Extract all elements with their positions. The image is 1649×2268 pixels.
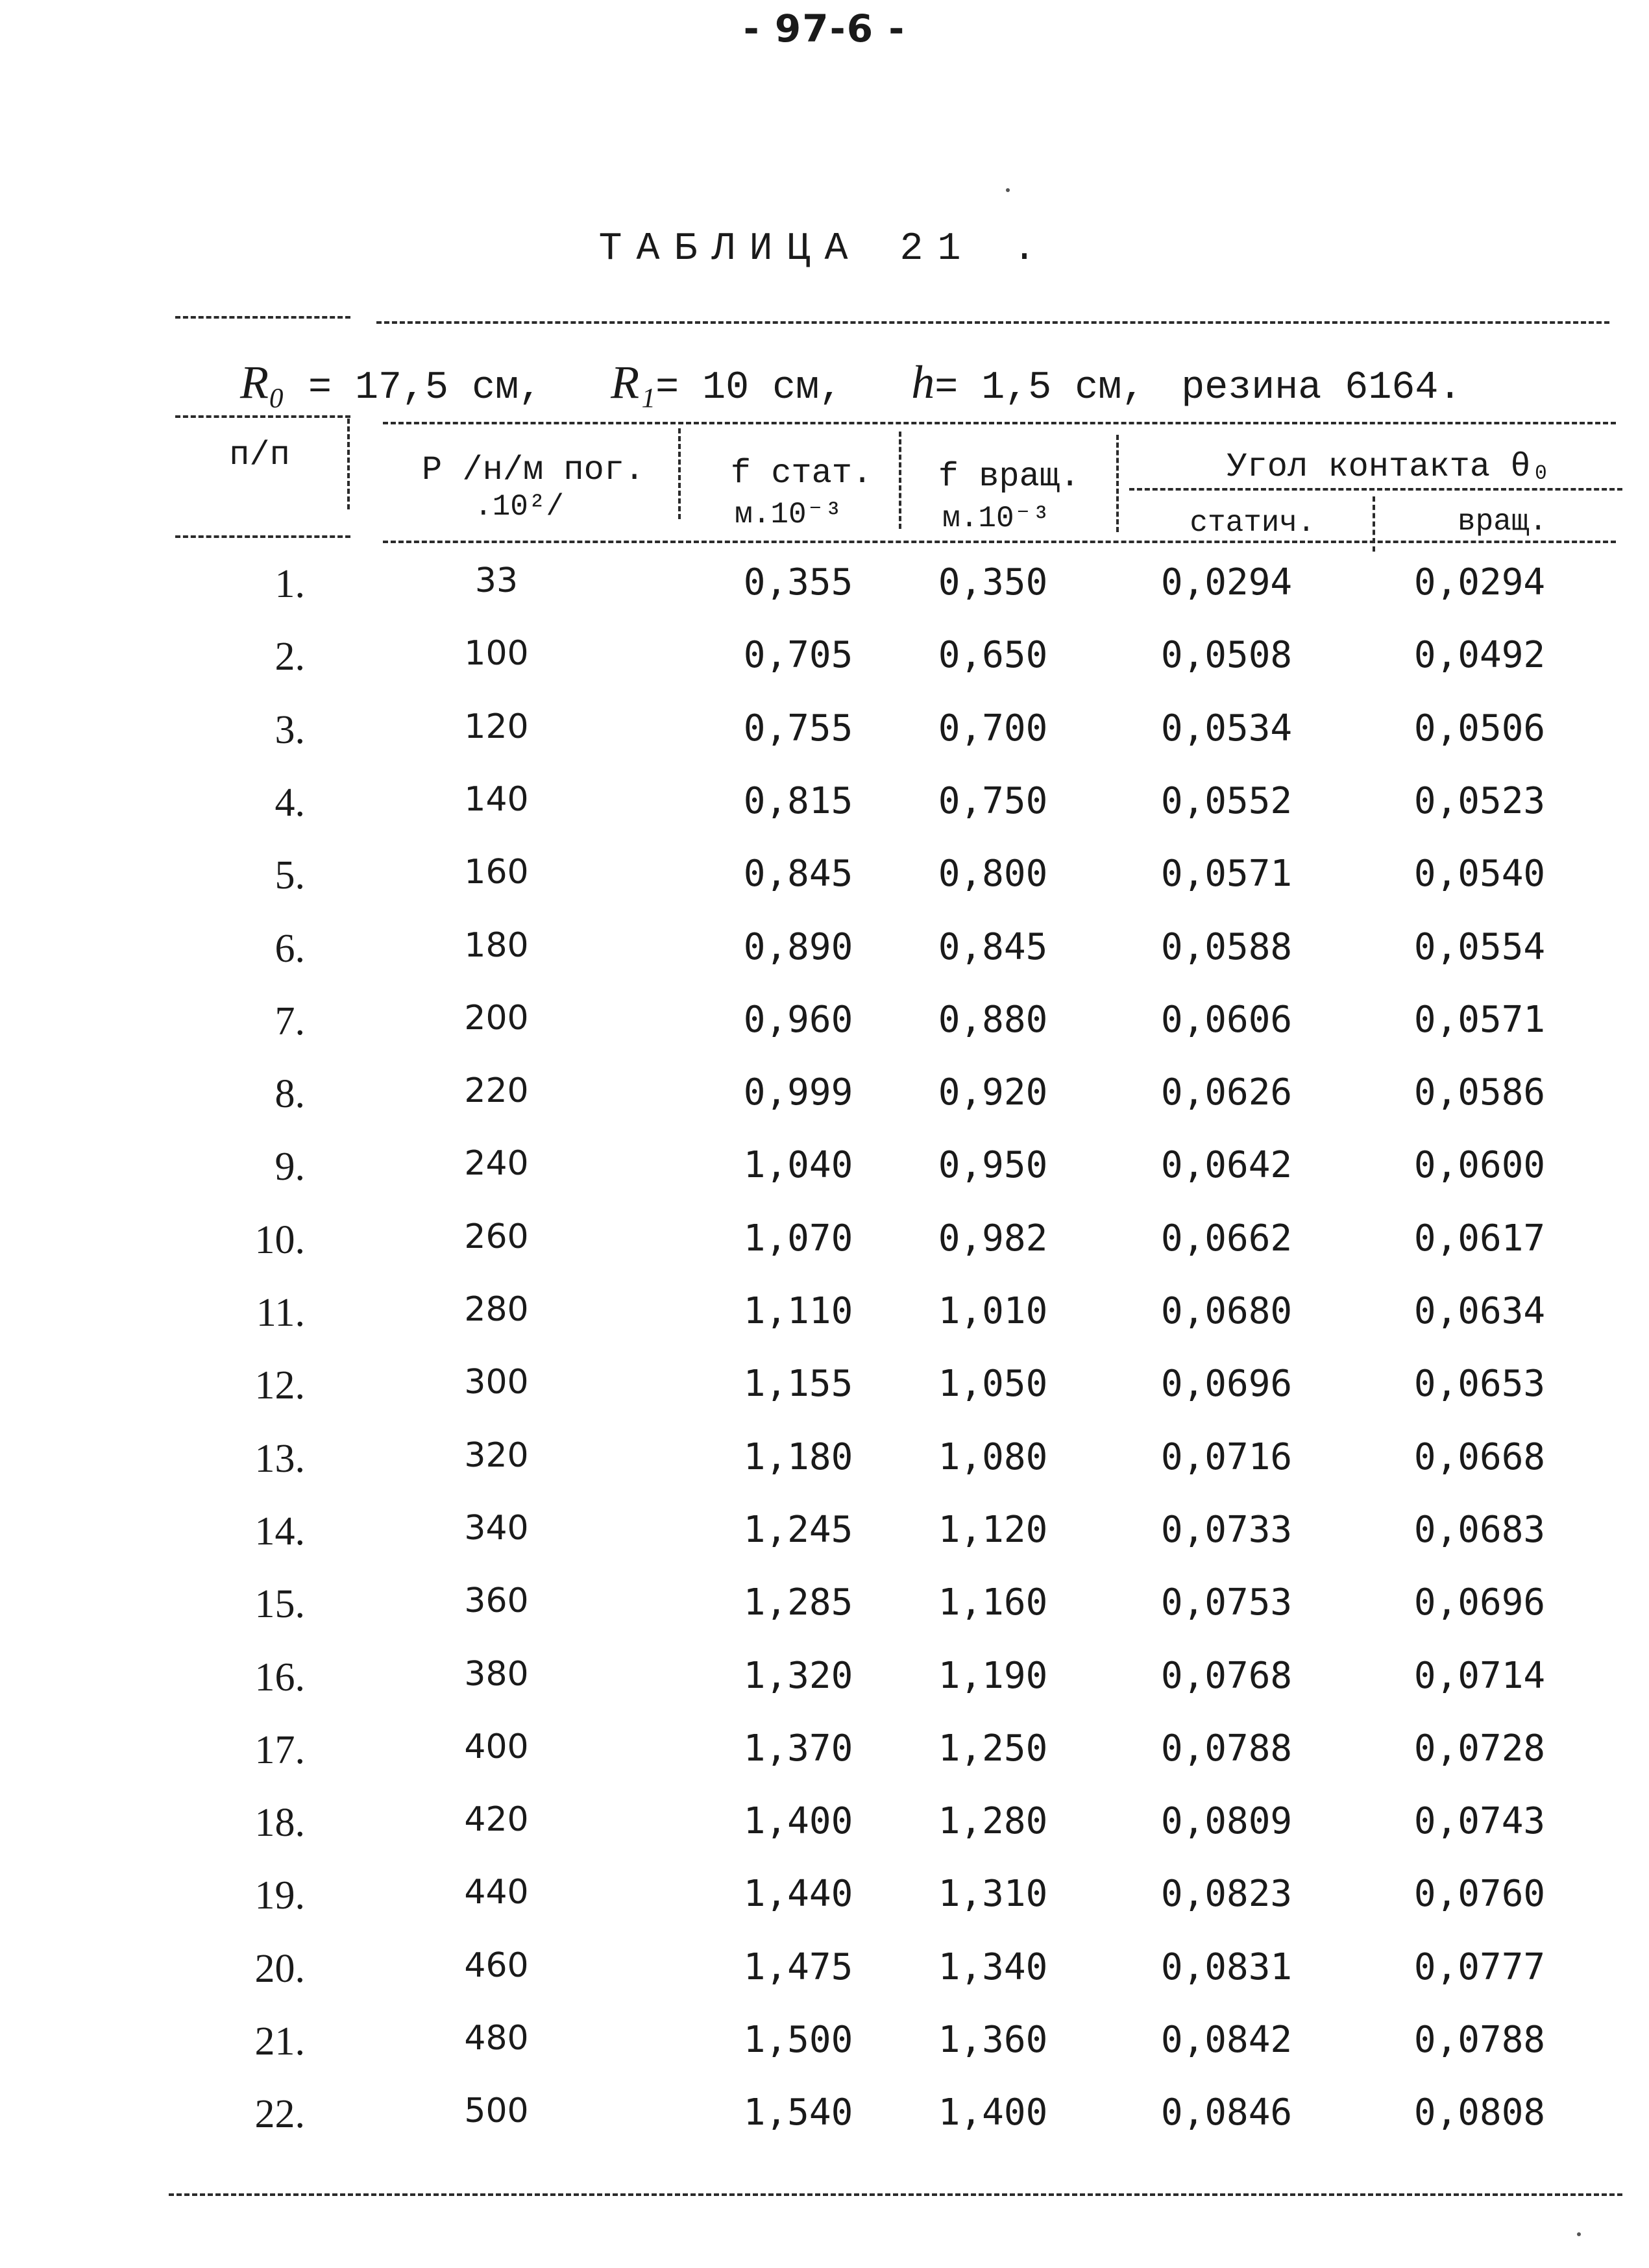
cell-f-rot: 1,250 <box>938 1727 1048 1770</box>
cell-angle-static: 0,0831 <box>1160 1945 1293 1988</box>
cell-angle-static: 0,0588 <box>1160 925 1293 968</box>
cell-f-static: 0,845 <box>743 853 853 896</box>
cell-f-static: 1,400 <box>743 1800 853 1843</box>
row-index: 1. <box>275 562 305 606</box>
cell-f-rot: 0,800 <box>938 853 1048 896</box>
row-index: 22. <box>254 2092 305 2137</box>
cell-f-static: 1,285 <box>743 1581 853 1624</box>
cell-f-static: 0,755 <box>743 707 853 750</box>
cell-angle-rot: 0,0294 <box>1413 561 1546 604</box>
h-value: = 1,5 см, <box>934 366 1145 410</box>
header-separator-5 <box>1373 496 1375 552</box>
cell-angle-rot: 0,0683 <box>1413 1508 1546 1551</box>
cell-f-static: 1,070 <box>743 1217 853 1260</box>
cell-f-rot: 0,650 <box>938 634 1048 677</box>
angle-group-rule <box>1129 488 1622 491</box>
cell-angle-rot: 0,0728 <box>1413 1727 1546 1770</box>
r1-value: = 10 см, <box>655 366 843 410</box>
cell-f-static: 0,815 <box>743 779 853 822</box>
cell-load: 440 <box>464 1873 529 1912</box>
page-number: - 97-6 - <box>743 6 906 51</box>
cell-load: 160 <box>464 853 529 892</box>
cell-load: 320 <box>464 1435 529 1475</box>
header-bottom-rule-right <box>383 541 1616 543</box>
cell-angle-rot: 0,0540 <box>1413 853 1546 896</box>
cell-f-rot: 1,120 <box>938 1508 1048 1551</box>
header-f-rot-line2: м.10⁻³ <box>942 502 1050 535</box>
cell-angle-rot: 0,0777 <box>1413 1945 1546 1988</box>
table-row <box>0 999 1649 1071</box>
cell-load: 480 <box>464 2019 529 2058</box>
cell-angle-static: 0,0696 <box>1160 1363 1293 1406</box>
cell-f-rot: 1,360 <box>938 2019 1048 2061</box>
cell-angle-static: 0,0294 <box>1160 561 1293 604</box>
row-index: 6. <box>275 926 305 971</box>
cell-angle-static: 0,0552 <box>1160 779 1293 822</box>
cell-angle-rot: 0,0714 <box>1413 1654 1546 1697</box>
row-index: 2. <box>275 635 305 679</box>
cell-load: 300 <box>464 1363 529 1402</box>
cell-angle-rot: 0,0586 <box>1413 1071 1546 1114</box>
cell-angle-rot: 0,0743 <box>1413 1800 1546 1843</box>
table-row <box>0 780 1649 853</box>
table-row <box>0 853 1649 925</box>
cell-angle-static: 0,0642 <box>1160 1144 1293 1187</box>
header-bottom-rule-left <box>175 535 350 538</box>
cell-angle-static: 0,0809 <box>1160 1800 1293 1843</box>
cell-angle-static: 0,0733 <box>1160 1508 1293 1551</box>
cell-f-rot: 1,280 <box>938 1800 1048 1843</box>
cell-load: 340 <box>464 1508 529 1548</box>
table-row <box>0 1217 1649 1290</box>
cell-f-rot: 1,050 <box>938 1363 1048 1406</box>
cell-load: 260 <box>464 1217 529 1256</box>
table-row <box>0 1144 1649 1217</box>
r0-symbol: R₀ <box>240 356 286 408</box>
cell-angle-static: 0,0768 <box>1160 1654 1293 1697</box>
header-top-rule-left <box>175 415 350 418</box>
cell-angle-static: 0,0823 <box>1160 1873 1293 1916</box>
cell-f-rot: 0,920 <box>938 1071 1048 1114</box>
header-load-line2: .10²/ <box>474 490 565 524</box>
cell-angle-rot: 0,0808 <box>1413 2091 1546 2134</box>
header-index: п/п <box>229 436 290 474</box>
table-row <box>0 561 1649 634</box>
table-row <box>0 1509 1649 1581</box>
cell-angle-rot: 0,0523 <box>1413 779 1546 822</box>
cell-f-static: 1,245 <box>743 1508 853 1551</box>
cell-load: 380 <box>464 1654 529 1694</box>
cell-angle-static: 0,0606 <box>1160 998 1293 1041</box>
cell-angle-rot: 0,0506 <box>1413 707 1546 750</box>
cell-f-rot: 1,010 <box>938 1290 1048 1332</box>
cell-load: 280 <box>464 1290 529 1329</box>
cell-load: 240 <box>464 1144 529 1184</box>
cell-load: 460 <box>464 1945 529 1985</box>
cell-load: 220 <box>464 1071 529 1111</box>
cell-load: 360 <box>464 1581 529 1621</box>
material-label: резина 6164. <box>1181 366 1462 410</box>
header-separator-3 <box>899 432 901 529</box>
cell-f-rot: 0,845 <box>938 925 1048 968</box>
cell-f-static: 0,890 <box>743 925 853 968</box>
row-index: 12. <box>254 1363 305 1408</box>
cell-angle-static: 0,0662 <box>1160 1217 1293 1260</box>
table-row <box>0 707 1649 780</box>
row-index: 10. <box>254 1217 305 1262</box>
row-index: 13. <box>254 1436 305 1481</box>
header-load-line1: P /н/м пог. <box>422 451 645 489</box>
cell-load: 500 <box>464 2091 529 2131</box>
cell-angle-static: 0,0680 <box>1160 1290 1293 1332</box>
table-row <box>0 2091 1649 2164</box>
row-index: 11. <box>256 1291 305 1335</box>
row-index: 8. <box>275 1072 305 1117</box>
cell-load: 140 <box>464 779 529 819</box>
cell-angle-rot: 0,0788 <box>1413 2019 1546 2061</box>
header-f-rot-line1: f вращ. <box>938 457 1081 496</box>
table-row <box>0 1363 1649 1435</box>
table-row <box>0 634 1649 707</box>
cell-f-static: 1,440 <box>743 1873 853 1916</box>
cell-angle-rot: 0,0492 <box>1413 634 1546 677</box>
header-separator-1 <box>347 419 350 509</box>
cell-f-static: 0,999 <box>743 1071 853 1114</box>
header-separator-4 <box>1116 435 1119 532</box>
cell-angle-static: 0,0716 <box>1160 1435 1293 1478</box>
cell-f-rot: 0,700 <box>938 707 1048 750</box>
row-index: 15. <box>254 1582 305 1627</box>
cell-angle-rot: 0,0668 <box>1413 1435 1546 1478</box>
cell-angle-static: 0,0842 <box>1160 2019 1293 2061</box>
cell-f-rot: 1,340 <box>938 1945 1048 1988</box>
row-index: 4. <box>275 780 305 825</box>
cell-load: 120 <box>464 707 529 746</box>
cell-angle-static: 0,0571 <box>1160 853 1293 896</box>
cell-angle-rot: 0,0617 <box>1413 1217 1546 1260</box>
cell-angle-rot: 0,0571 <box>1413 998 1546 1041</box>
cell-load: 420 <box>464 1800 529 1840</box>
top-rule-right <box>376 321 1609 324</box>
header-f-static-line2: м.10⁻³ <box>735 498 842 531</box>
cell-f-rot: 1,160 <box>938 1581 1048 1624</box>
cell-angle-static: 0,0753 <box>1160 1581 1293 1624</box>
cell-f-rot: 0,750 <box>938 779 1048 822</box>
table-row <box>0 2019 1649 2091</box>
cell-angle-rot: 0,0554 <box>1413 925 1546 968</box>
row-index: 5. <box>275 853 305 898</box>
row-index: 16. <box>254 1655 305 1700</box>
cell-load: 180 <box>464 925 529 965</box>
cell-angle-rot: 0,0634 <box>1413 1290 1546 1332</box>
table-title: ТАБЛИЦА 21 . <box>598 227 1051 271</box>
row-index: 17. <box>254 1727 305 1772</box>
table-row <box>0 1873 1649 1945</box>
cell-angle-rot: 0,0696 <box>1413 1581 1546 1624</box>
top-rule-left <box>175 316 350 319</box>
cell-f-rot: 1,190 <box>938 1654 1048 1697</box>
row-index: 14. <box>254 1509 305 1554</box>
cell-f-static: 1,370 <box>743 1727 853 1770</box>
scan-speck <box>1006 188 1010 192</box>
cell-load: 200 <box>464 998 529 1038</box>
table-row <box>0 1436 1649 1509</box>
cell-angle-static: 0,0846 <box>1160 2091 1293 2134</box>
cell-f-rot: 0,950 <box>938 1144 1048 1187</box>
table-row <box>0 1946 1649 2019</box>
parameters-line <box>240 356 1461 410</box>
cell-f-static: 1,475 <box>743 1945 853 1988</box>
cell-load: 100 <box>464 634 529 674</box>
cell-angle-static: 0,0626 <box>1160 1071 1293 1114</box>
cell-f-rot: 1,400 <box>938 2091 1048 2134</box>
cell-f-static: 1,110 <box>743 1290 853 1332</box>
header-top-rule-right <box>383 422 1616 424</box>
row-index: 21. <box>254 2019 305 2064</box>
cell-load: 33 <box>474 561 519 600</box>
header-f-static-line1: f стат. <box>730 454 873 493</box>
cell-angle-static: 0,0508 <box>1160 634 1293 677</box>
cell-f-static: 0,355 <box>743 561 853 604</box>
cell-angle-rot: 0,0653 <box>1413 1363 1546 1406</box>
cell-f-rot: 0,982 <box>938 1217 1048 1260</box>
cell-f-static: 1,320 <box>743 1654 853 1697</box>
row-index: 3. <box>275 707 305 752</box>
table-row <box>0 1071 1649 1144</box>
header-separator-2 <box>678 428 681 519</box>
cell-f-rot: 0,880 <box>938 998 1048 1041</box>
row-index: 20. <box>254 1946 305 1991</box>
cell-f-static: 1,540 <box>743 2091 853 2134</box>
table-row <box>0 926 1649 999</box>
table-row <box>0 1800 1649 1873</box>
bottom-rule <box>169 2193 1622 2196</box>
row-index: 9. <box>275 1145 305 1189</box>
cell-f-static: 1,040 <box>743 1144 853 1187</box>
table-row <box>0 1581 1649 1654</box>
cell-f-rot: 1,080 <box>938 1435 1048 1478</box>
cell-f-rot: 1,310 <box>938 1873 1048 1916</box>
table-row <box>0 1727 1649 1800</box>
h-symbol: h <box>911 356 935 408</box>
header-angle-rot: вращ. <box>1457 505 1548 539</box>
cell-angle-static: 0,0534 <box>1160 707 1293 750</box>
header-angle-static: статич. <box>1190 506 1315 540</box>
cell-f-static: 1,180 <box>743 1435 853 1478</box>
cell-f-static: 0,705 <box>743 634 853 677</box>
cell-f-rot: 0,350 <box>938 561 1048 604</box>
r0-value: = 17,5 см, <box>308 366 543 410</box>
header-angle-group: Угол контакта θ₀ <box>1227 448 1551 486</box>
table-row <box>0 1655 1649 1727</box>
scan-speck <box>1577 2232 1581 2236</box>
cell-f-static: 1,500 <box>743 2019 853 2061</box>
row-index: 7. <box>275 999 305 1043</box>
cell-angle-static: 0,0788 <box>1160 1727 1293 1770</box>
cell-f-static: 1,155 <box>743 1363 853 1406</box>
table-row <box>0 1290 1649 1363</box>
row-index: 18. <box>254 1801 305 1846</box>
cell-angle-rot: 0,0760 <box>1413 1873 1546 1916</box>
cell-f-static: 0,960 <box>743 998 853 1041</box>
cell-angle-rot: 0,0600 <box>1413 1144 1546 1187</box>
cell-load: 400 <box>464 1727 529 1766</box>
r1-symbol: R₁ <box>611 356 656 408</box>
row-index: 19. <box>254 1873 305 1918</box>
